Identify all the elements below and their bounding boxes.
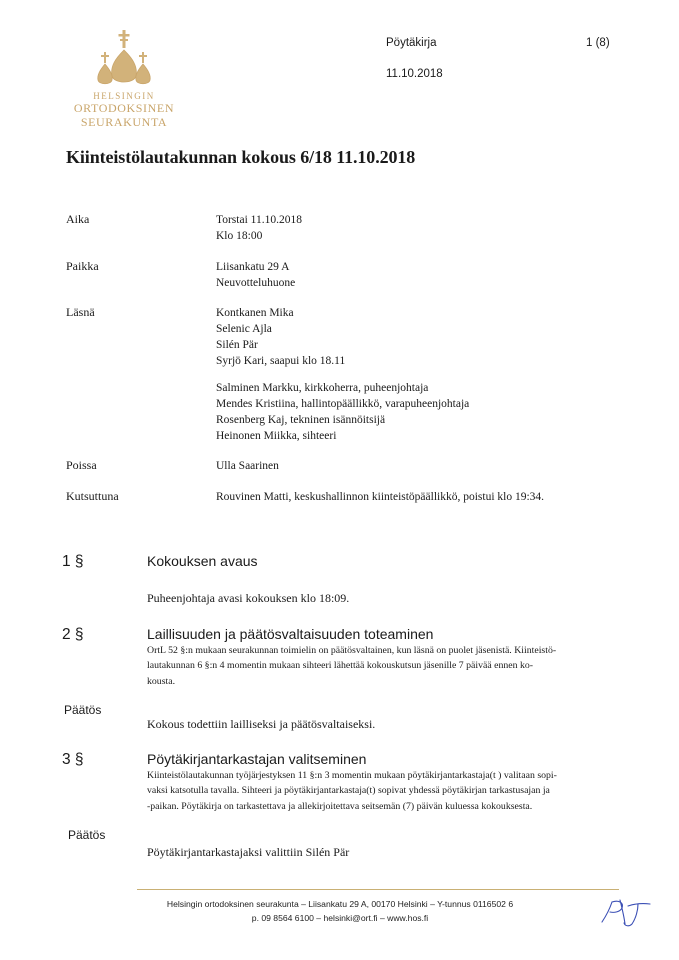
aika-line: Torstai 11.10.2018 bbox=[216, 214, 302, 226]
body-line: lautakunnan 6 §:n 4 momentin mukaan sihteeri lähettää kokouskutsun jäsenille 7 päivää ennen ko- bbox=[147, 660, 534, 672]
section-3-decision: Pöytäkirjantarkastajaksi valittiin Silén Pär bbox=[147, 845, 350, 859]
lasna-members bbox=[216, 305, 345, 369]
logo-line-2: ORTODOKSINEN bbox=[73, 101, 175, 115]
attendee-name: Salminen Markku, kirkkoherra, puheenjohtaja bbox=[216, 382, 429, 394]
document-date: 11.10.2018 bbox=[386, 68, 443, 80]
body-line: vaksi katsotulla tavalla. Sihteeri ja pöytäkirjantarkastaja(t) sopivat yhdessä pöytäkirjan tarkastusajan ja bbox=[147, 785, 550, 797]
logo-line-1: HELSINGIN bbox=[93, 91, 155, 101]
signature-initials bbox=[598, 896, 654, 930]
body-line: OrtL 52 §:n mukaan seurakunnan toimielin on päätösvaltainen, kun läsnä on puolet jäsenistä. Kiinteistö- bbox=[147, 645, 557, 656]
paikka-line: Neuvotteluhuone bbox=[216, 277, 296, 289]
member-name: Kontkanen Mika bbox=[216, 307, 294, 319]
body-line: Kiinteistölautakunnan työjärjestyksen 11 §:n 3 momentin mukaan pöytäkirjantarkastaja(t ) valitaan sopi- bbox=[147, 770, 557, 781]
aika-line: Klo 18:00 bbox=[216, 230, 263, 242]
member-name: Selenic Ajla bbox=[216, 323, 272, 335]
kutsuttuna-label: Kutsuttuna bbox=[66, 489, 119, 503]
attendee-name: Rosenberg Kaj, tekninen isännöitsijä bbox=[216, 414, 386, 426]
footer-rule bbox=[137, 889, 619, 890]
document-type: Pöytäkirja bbox=[386, 37, 437, 49]
lasna-others bbox=[216, 380, 469, 444]
page-number: 1 (8) bbox=[586, 37, 610, 49]
parish-logo bbox=[73, 22, 175, 132]
member-name: Syrjö Kari, saapui klo 18.11 bbox=[216, 355, 346, 367]
section-2-decision: Kokous todettiin lailliseksi ja päätösvaltaiseksi. bbox=[147, 717, 376, 731]
footer-contact: p. 09 8564 6100 – helsinki@ort.fi – www.hos.fi bbox=[251, 913, 429, 923]
page-title: Kiinteistölautakunnan kokous 6/18 11.10.2018 bbox=[66, 147, 416, 167]
poissa-label: Poissa bbox=[66, 458, 97, 472]
body-line: -paikan. Pöytäkirja on tarkastettava ja allekirjoitettava seitsemän (7) päivän kuluessa kokouksesta. bbox=[147, 800, 533, 812]
section-3-heading: Pöytäkirjantarkastajan valitseminen bbox=[147, 751, 367, 767]
section-2-number: 2 § bbox=[62, 626, 84, 643]
attendee-name: Heinonen Miikka, sihteeri bbox=[216, 430, 337, 442]
section-2-body bbox=[147, 643, 613, 689]
aika-label: Aika bbox=[66, 212, 90, 226]
section-3-body bbox=[147, 768, 613, 814]
section-3-decision-label: Päätös bbox=[68, 828, 106, 842]
section-2-decision-label: Päätös bbox=[64, 703, 102, 717]
section-1-text: Puheenjohtaja avasi kokouksen klo 18:09. bbox=[147, 591, 350, 605]
section-3-number: 3 § bbox=[62, 751, 84, 768]
lasna-label: Läsnä bbox=[66, 305, 95, 319]
church-domes-icon bbox=[80, 22, 168, 94]
footer-address: Helsingin ortodoksinen seurakunta – Liisankatu 29 A, 00170 Helsinki – Y-tunnus 0116502 6 bbox=[166, 899, 514, 909]
poissa-value: Ulla Saarinen bbox=[216, 460, 279, 472]
member-name: Silén Pär bbox=[216, 339, 258, 351]
paikka-label: Paikka bbox=[66, 259, 99, 273]
attendee-name: Mendes Kristiina, hallintopäällikkö, varapuheenjohtaja bbox=[216, 398, 470, 410]
aika-value bbox=[216, 212, 302, 244]
section-1-heading: Kokouksen avaus bbox=[147, 553, 258, 569]
kutsuttuna-value: Rouvinen Matti, keskushallinnon kiinteistöpäällikkö, poistui klo 19:34. bbox=[216, 491, 545, 503]
section-1-number: 1 § bbox=[62, 553, 84, 570]
body-line: kousta. bbox=[147, 675, 176, 687]
paikka-value bbox=[216, 259, 295, 291]
logo-line-3: SEURAKUNTA bbox=[80, 115, 168, 129]
paikka-line: Liisankatu 29 A bbox=[216, 261, 290, 273]
section-2-heading: Laillisuuden ja päätösvaltaisuuden toteaminen bbox=[147, 626, 434, 642]
